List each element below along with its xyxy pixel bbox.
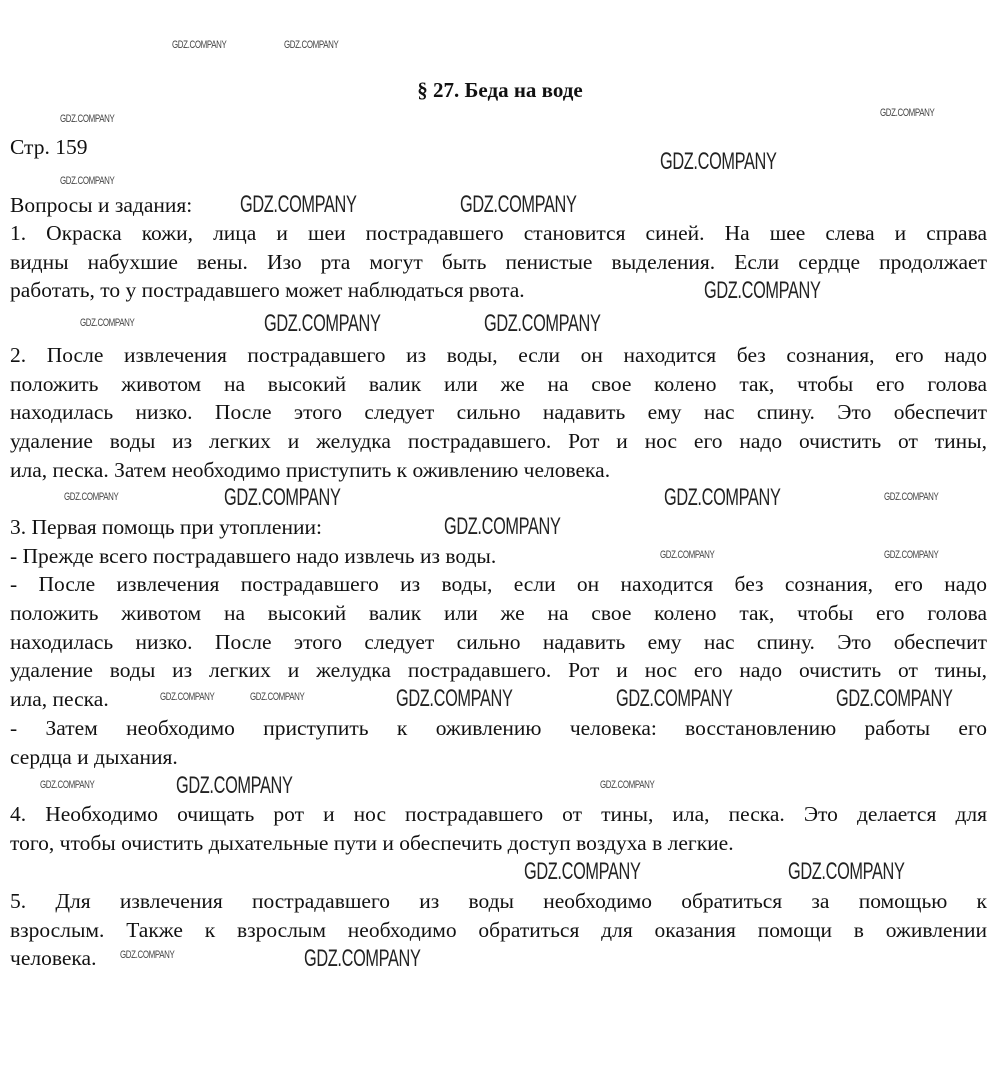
watermark-text: GDZ.COMPANY	[484, 310, 601, 337]
answer-paragraph-2	[10, 341, 987, 484]
watermark-text: GDZ.COMPANY	[224, 484, 341, 511]
watermark-text: GDZ.COMPANY	[444, 513, 561, 540]
answer-paragraph-4	[10, 800, 987, 857]
watermark-text: GDZ.COMPANY	[524, 858, 641, 885]
watermark-text: GDZ.COMPANY	[600, 779, 655, 791]
paragraph-line: находилась низко. После этого следует сильно надавить ему нас спину. Это обеспечит	[10, 400, 987, 425]
paragraph-line: удаление воды из легких и желудка пострадавшего. Рот и нос его надо очистить от тины,	[10, 429, 987, 454]
watermark-text: GDZ.COMPANY	[160, 691, 215, 703]
paragraph-line: ила, песка.	[10, 687, 109, 712]
watermark-text: GDZ.COMPANY	[80, 317, 135, 329]
paragraph-line: видны набухшие вены. Изо рта могут быть пенистые выделения. Если сердце продолжает	[10, 249, 987, 274]
answer-paragraph-3	[10, 513, 987, 771]
watermark-text: GDZ.COMPANY	[664, 484, 781, 511]
watermark-text: GDZ.COMPANY	[880, 107, 935, 119]
watermark-text: GDZ.COMPANY	[460, 191, 577, 218]
paragraph-line: того, чтобы очистить дыхательные пути и обеспечить доступ воздуха в легкие.	[10, 830, 734, 855]
watermark-text: GDZ.COMPANY	[884, 549, 939, 561]
watermark-text: GDZ.COMPANY	[304, 945, 421, 972]
paragraph-line: ила, песка. Затем необходимо приступить к оживлению человека.	[10, 457, 611, 482]
watermark-text: GDZ.COMPANY	[120, 949, 175, 961]
paragraph-line: человека.	[10, 946, 97, 971]
watermark-text: GDZ.COMPANY	[788, 858, 905, 885]
paragraph-line: 4. Необходимо очищать рот и нос пострадавшего от тины, ила, песка. Это делается для	[10, 802, 987, 826]
watermark-text: GDZ.COMPANY	[240, 191, 357, 218]
watermark-text: GDZ.COMPANY	[616, 685, 733, 712]
paragraph-line: 5. Для извлечения пострадавшего из воды необходимо обратиться за помощью к	[10, 889, 987, 913]
page-reference: Стр. 159	[10, 135, 88, 159]
watermark-text: GDZ.COMPANY	[60, 113, 115, 125]
paragraph-line: - После извлечения пострадавшего из воды, если он находится без сознания, его надо	[10, 572, 987, 597]
watermark-text: GDZ.COMPANY	[660, 148, 777, 175]
watermark-text: GDZ.COMPANY	[176, 772, 293, 799]
watermark-text: GDZ.COMPANY	[884, 491, 939, 503]
watermark-text: GDZ.COMPANY	[396, 685, 513, 712]
watermark-text: GDZ.COMPANY	[250, 691, 305, 703]
page-title: § 27. Беда на воде	[417, 78, 583, 102]
paragraph-line: - Прежде всего пострадавшего надо извлечь из воды.	[10, 543, 497, 568]
paragraph-line: 1. Окраска кожи, лица и шеи пострадавшего становится синей. На шее слева и справа	[10, 221, 987, 245]
watermark-text: GDZ.COMPANY	[172, 39, 227, 51]
paragraph-line: сердца и дыхания.	[10, 744, 178, 769]
paragraph-line: работать, то у пострадавшего может наблюдаться рвота.	[10, 278, 525, 303]
watermark-text: GDZ.COMPANY	[64, 491, 119, 503]
watermark-text: GDZ.COMPANY	[836, 685, 953, 712]
paragraph-line: находилась низко. После этого следует сильно надавить ему нас спину. Это обеспечит	[10, 629, 987, 654]
paragraph-line: удаление воды из легких и желудка пострадавшего. Рот и нос его надо очистить от тины,	[10, 658, 987, 683]
paragraph-line: 3. Первая помощь при утоплении:	[10, 515, 322, 539]
watermark-text: GDZ.COMPANY	[264, 310, 381, 337]
paragraph-line: положить животом на высокий валик или же на свое колено так, чтобы его голова	[10, 601, 987, 626]
watermark-text: GDZ.COMPANY	[60, 175, 115, 187]
paragraph-line: - Затем необходимо приступить к оживлению человека: восстановлению работы его	[10, 715, 987, 740]
watermark-text: GDZ.COMPANY	[284, 39, 339, 51]
paragraph-line: 2. После извлечения пострадавшего из воды, если он находится без сознания, его надо	[10, 343, 987, 367]
section-heading: Вопросы и задания:	[10, 193, 193, 217]
watermark-text: GDZ.COMPANY	[704, 277, 821, 304]
watermark-text: GDZ.COMPANY	[40, 779, 95, 791]
paragraph-line: положить животом на высокий валик или же на свое колено так, чтобы его голова	[10, 371, 987, 396]
watermark-text: GDZ.COMPANY	[660, 549, 715, 561]
paragraph-line: взрослым. Также к взрослым необходимо обратиться для оказания помощи в оживлении	[10, 917, 987, 942]
answer-paragraph-1	[10, 219, 987, 305]
